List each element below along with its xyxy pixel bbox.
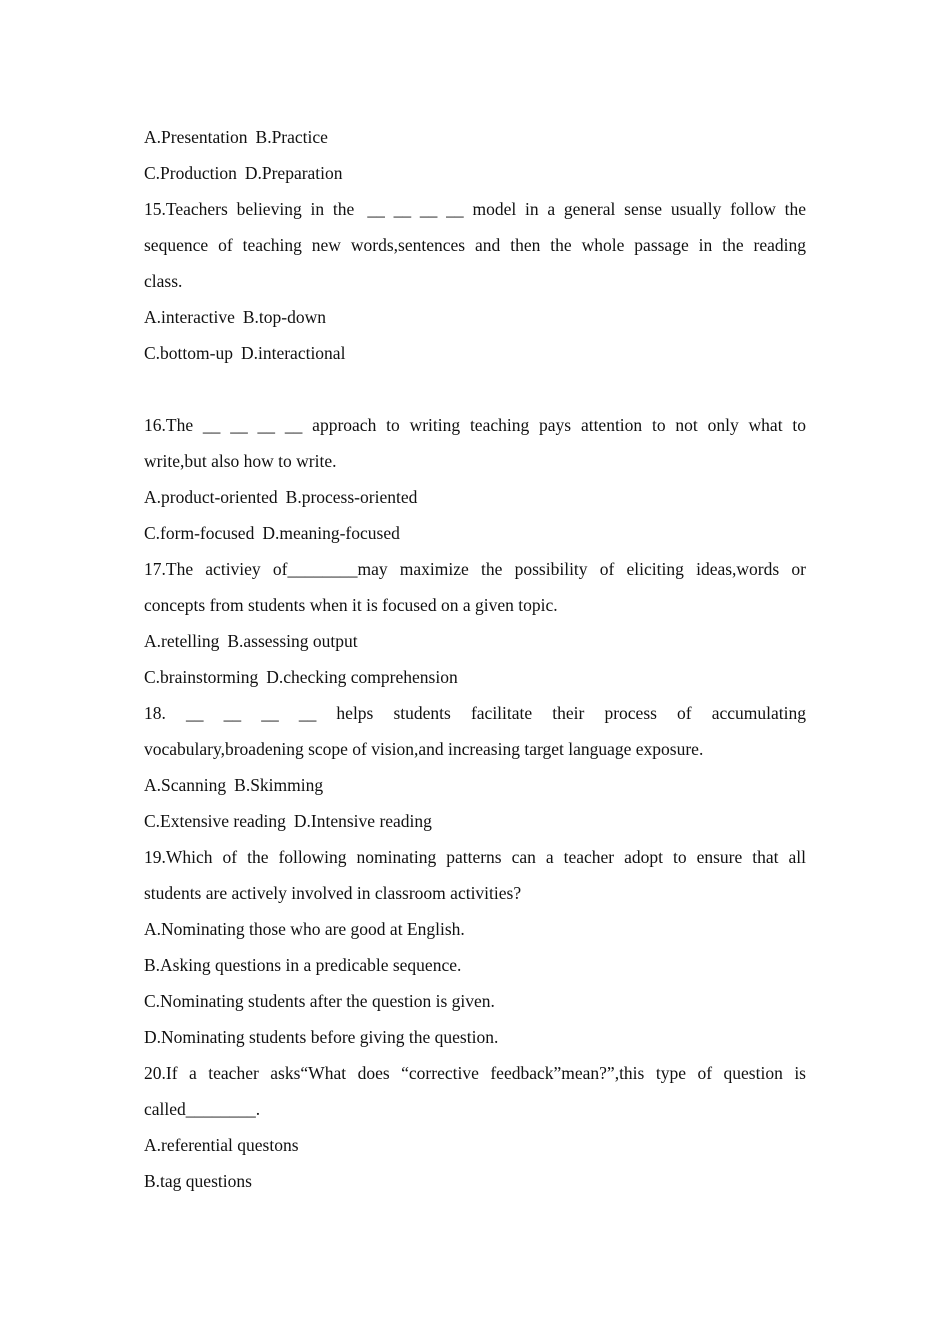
q19-option-c: C.Nominating students after the question is given. bbox=[144, 991, 495, 1011]
q19-stem-line2: students are actively involved in classroom activities? bbox=[144, 883, 522, 903]
q17-option-d: D.checking comprehension bbox=[266, 667, 458, 687]
q20-option-b: B.tag questions bbox=[144, 1171, 252, 1191]
q19-stem-line1: 19.Which of the following nominating patterns can a teacher adopt to ensure that all bbox=[144, 847, 806, 867]
q18-options-ab bbox=[144, 767, 806, 803]
q16-option-b: B.process-oriented bbox=[285, 487, 418, 507]
q15-stem-line3: class. bbox=[144, 271, 183, 291]
q18-stem-line1: 18. __ __ __ __ helps students facilitate their process of accumulating bbox=[144, 703, 806, 723]
q20-option-a: A.referential questons bbox=[144, 1135, 299, 1155]
q15-option-c: C.bottom-up bbox=[144, 343, 233, 363]
q17-options-cd bbox=[144, 659, 806, 695]
q16-option-d: D.meaning-focused bbox=[262, 523, 400, 543]
q18-option-b: B.Skimming bbox=[234, 775, 324, 795]
q15-option-a: A.interactive bbox=[144, 307, 235, 327]
q17-options-ab bbox=[144, 623, 806, 659]
q14-option-d: D.Preparation bbox=[244, 163, 343, 183]
q19-option-b: B.Asking questions in a predicable sequence. bbox=[144, 955, 462, 975]
q17-option-c: C.brainstorming bbox=[144, 667, 259, 687]
q18-options-cd bbox=[144, 803, 806, 839]
q16-stem-line2: write,but also how to write. bbox=[144, 451, 337, 471]
q15-options-ab bbox=[144, 299, 806, 335]
q14-options-ab bbox=[144, 119, 806, 155]
q18-option-d: D.Intensive reading bbox=[293, 811, 432, 831]
q19-option-a: A.Nominating those who are good at English. bbox=[144, 919, 465, 939]
q16-option-a: A.product-oriented bbox=[144, 487, 278, 507]
q15-stem-line2: sequence of teaching new words,sentences and then the whole passage in the reading bbox=[144, 235, 806, 255]
q15-option-b: B.top-down bbox=[242, 307, 326, 327]
blank-line bbox=[144, 371, 806, 407]
q17-stem-line1: 17.The activiey of________may maximize the possibility of eliciting ideas,words or bbox=[144, 559, 806, 579]
q17-option-b: B.assessing output bbox=[227, 631, 358, 651]
q14-option-c: C.Production bbox=[144, 163, 237, 183]
q20-stem-line1: 20.If a teacher asks“What does “corrective feedback”mean?”,this type of question is bbox=[144, 1063, 806, 1083]
q16-options-ab bbox=[144, 479, 806, 515]
q17-option-a: A.retelling bbox=[144, 631, 220, 651]
q18-option-c: C.Extensive reading bbox=[144, 811, 286, 831]
q17-stem-line2: concepts from students when it is focused on a given topic. bbox=[144, 595, 558, 615]
q14-option-b: B.Practice bbox=[255, 127, 328, 147]
q19-option-d: D.Nominating students before giving the question. bbox=[144, 1027, 499, 1047]
q15-stem-line1: 15.Teachers believing in the __ __ __ __ model in a general sense usually follow the bbox=[144, 199, 806, 219]
q14-options-cd bbox=[144, 155, 806, 191]
q18-stem-line2: vocabulary,broadening scope of vision,and increasing target language exposure. bbox=[144, 739, 704, 759]
q20-stem-line2: called________. bbox=[144, 1099, 261, 1119]
q15-options-cd bbox=[144, 335, 806, 371]
q16-options-cd bbox=[144, 515, 806, 551]
q15-option-d: D.interactional bbox=[240, 343, 346, 363]
q18-option-a: A.Scanning bbox=[144, 775, 227, 795]
document-page bbox=[144, 119, 806, 1199]
q14-option-a: A.Presentation bbox=[144, 127, 248, 147]
q16-stem-line1: 16.The __ __ __ __ approach to writing teaching pays attention to not only what to bbox=[144, 415, 806, 435]
q16-option-c: C.form-focused bbox=[144, 523, 255, 543]
